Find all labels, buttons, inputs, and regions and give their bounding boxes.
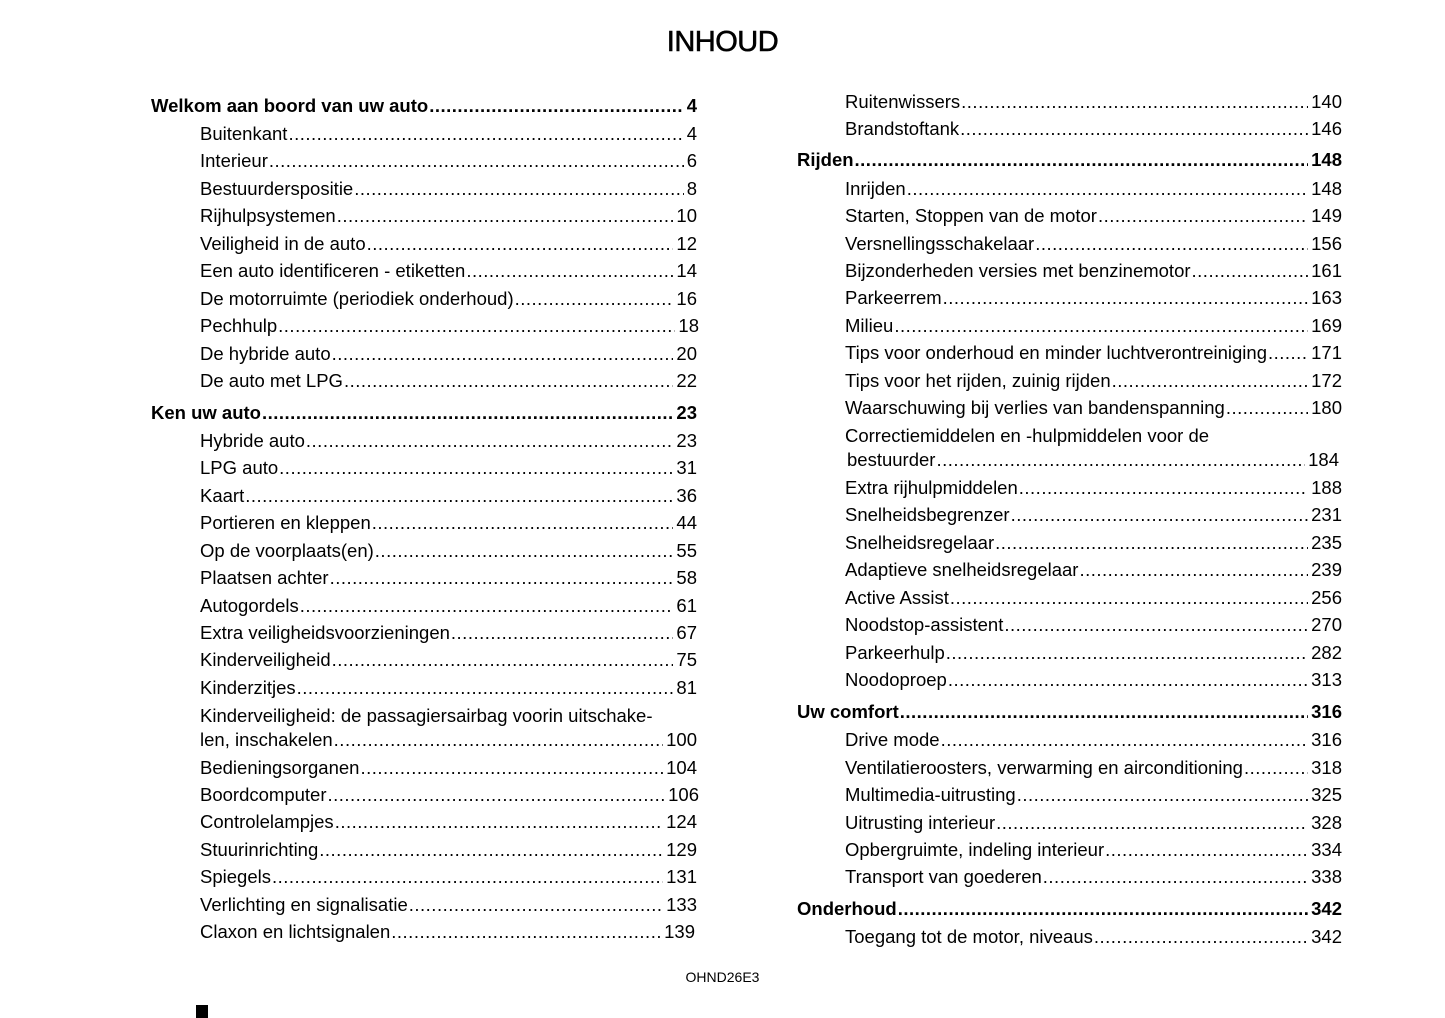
toc-entry-label: Snelheidsregelaar (845, 532, 995, 553)
dot-leader (335, 810, 663, 834)
toc-page-number: 106 (668, 784, 699, 805)
toc-entry[interactable] (845, 558, 1342, 582)
toc-page-number: 163 (1311, 287, 1342, 308)
toc-entry-label: Pechhulp (200, 315, 278, 336)
toc-page-number: 328 (1311, 812, 1342, 833)
toc-page-number: 146 (1311, 118, 1342, 139)
dot-leader (466, 259, 673, 283)
toc-entry-label: Waarschuwing bij verlies van bandenspanning (845, 397, 1225, 418)
dot-leader (898, 897, 1308, 921)
toc-entry[interactable] (845, 811, 1342, 835)
toc-entry[interactable] (200, 865, 697, 889)
dot-leader (1079, 558, 1308, 582)
toc-page-number: 188 (1311, 477, 1342, 498)
toc-entry-label: Portieren en kleppen (200, 512, 371, 533)
toc-page-number: 16 (676, 288, 697, 309)
toc-section-label: Ken uw auto (151, 402, 261, 423)
toc-page-number: 23 (676, 402, 697, 423)
toc-page-number: 316 (1311, 729, 1342, 750)
toc-page-number: 342 (1311, 898, 1342, 919)
toc-entry[interactable] (200, 287, 697, 311)
toc-entry[interactable] (845, 531, 1342, 555)
dot-leader (332, 648, 674, 672)
toc-page-number: 148 (1311, 178, 1342, 199)
toc-entry-label: Bedieningsorganen (200, 757, 360, 778)
toc-entry[interactable] (845, 756, 1342, 780)
toc-entry[interactable] (845, 865, 1342, 889)
toc-page-number: 61 (676, 595, 697, 616)
dot-leader (451, 621, 674, 645)
toc-entry-label: Milieu (845, 315, 894, 336)
dot-leader (372, 511, 674, 535)
toc-page-number: 10 (676, 205, 697, 226)
toc-entry-label: Verlichting en signalisatie (200, 894, 408, 915)
toc-section[interactable] (151, 94, 697, 118)
toc-entry[interactable] (200, 342, 697, 366)
toc-entry-label: Autogordels (200, 595, 299, 616)
toc-entry-label: Brandstoftank (845, 118, 960, 139)
toc-entry[interactable] (200, 920, 695, 944)
toc-entry-label: Claxon en lichtsignalen (200, 921, 391, 942)
toc-page-number: 36 (676, 485, 697, 506)
toc-entry-label: Veiligheid in de auto (200, 233, 366, 254)
toc-entry-label: Een auto identificeren - etiketten (200, 260, 466, 281)
toc-entry-label: Ruitenwissers (845, 91, 961, 112)
toc-entry-label: Plaatsen achter (200, 567, 329, 588)
dot-leader (1192, 259, 1309, 283)
dot-leader (332, 342, 674, 366)
toc-entry[interactable] (845, 369, 1342, 393)
toc-entry[interactable] (845, 641, 1342, 665)
toc-entry-label: Controlelampjes (200, 811, 334, 832)
toc-page-number: 169 (1311, 315, 1342, 336)
toc-entry-label: Multimedia-uitrusting (845, 784, 1016, 805)
page-marker (196, 1005, 208, 1018)
toc-entry-label: Opbergruimte, indeling interieur (845, 839, 1105, 860)
dot-leader (948, 668, 1308, 692)
dot-leader (269, 149, 684, 173)
toc-section-label: Uw comfort (797, 701, 899, 722)
toc-entry[interactable] (845, 783, 1342, 807)
page-title: INHOUD (666, 26, 779, 58)
dot-leader (946, 641, 1308, 665)
dot-leader (367, 232, 674, 256)
toc-entry[interactable] (845, 341, 1342, 365)
toc-page-number: 148 (1311, 149, 1342, 170)
toc-entry-label: Active Assist (845, 587, 949, 608)
toc-entry-label: Noodoproep (845, 669, 947, 690)
toc-page-number: 235 (1311, 532, 1342, 553)
dot-leader (1035, 232, 1308, 256)
toc-entry-label: Hybride auto (200, 430, 305, 451)
toc-entry-label: De auto met LPG (200, 370, 343, 391)
toc-entry[interactable] (845, 838, 1342, 862)
toc-entry-label: Bestuurderspositie (200, 178, 354, 199)
dot-leader (894, 314, 1308, 338)
dot-leader (1017, 783, 1308, 807)
toc-entry-label: Noodstop-assistent (845, 614, 1004, 635)
toc-entry-label: Spiegels (200, 866, 271, 887)
dot-leader (1011, 503, 1309, 527)
toc-entry-label: Kinderveiligheid (200, 649, 331, 670)
toc-page-number: 6 (686, 150, 697, 171)
toc-page-number: 318 (1311, 757, 1342, 778)
toc-entry[interactable] (845, 204, 1342, 228)
toc-section-label: Welkom aan boord van uw auto (151, 95, 429, 116)
toc-section[interactable] (151, 401, 697, 425)
toc-entry[interactable] (200, 838, 697, 862)
toc-page-number: 55 (676, 540, 697, 561)
toc-page-number: 20 (676, 343, 697, 364)
toc-page-number: 104 (666, 757, 697, 778)
dot-leader (1019, 476, 1308, 500)
toc-page-number: 161 (1311, 260, 1342, 281)
toc-page-number: 81 (676, 677, 697, 698)
toc-entry[interactable] (200, 259, 697, 283)
toc-page-number: 342 (1311, 926, 1342, 947)
dot-leader (319, 838, 663, 862)
toc-page-number: 133 (666, 894, 697, 915)
toc-entry[interactable] (200, 676, 697, 700)
toc-entry[interactable] (847, 448, 1339, 472)
toc-entry-label: Extra rijhulpmiddelen (845, 477, 1018, 498)
toc-section-label: Onderhoud (797, 898, 897, 919)
toc-entry[interactable] (200, 314, 699, 338)
toc-page-number: 338 (1311, 866, 1342, 887)
dot-leader (1043, 865, 1308, 889)
dot-leader (297, 676, 674, 700)
toc-entry[interactable] (845, 396, 1342, 420)
toc-page-number: 100 (666, 729, 697, 750)
toc-entry[interactable] (200, 429, 697, 453)
toc-entry-label: Rijhulpsystemen (200, 205, 336, 226)
toc-page-number: 124 (666, 811, 697, 832)
toc-page-number: 256 (1311, 587, 1342, 608)
dot-leader (288, 122, 683, 146)
toc-page-number: 180 (1311, 397, 1342, 418)
toc-entry-label: Toegang tot de motor, niveaus (845, 926, 1093, 947)
toc-entry-label: bestuurder (847, 449, 936, 470)
toc-page-number: 140 (1311, 91, 1342, 112)
toc-entry-label-line1[interactable]: Kinderveiligheid: de passagiersairbag voorin uitschake- (200, 705, 653, 726)
toc-entry[interactable] (200, 232, 697, 256)
toc-entry[interactable] (845, 314, 1342, 338)
dot-leader (1105, 838, 1308, 862)
toc-page-number: 156 (1311, 233, 1342, 254)
dot-leader (900, 700, 1308, 724)
toc-entry-label: Interieur (200, 150, 268, 171)
toc-page-number: 334 (1311, 839, 1342, 860)
dot-leader (941, 728, 1309, 752)
toc-entry-label: Stuurinrichting (200, 839, 319, 860)
dot-leader (360, 756, 663, 780)
dot-leader (515, 287, 674, 311)
toc-entry[interactable] (845, 613, 1342, 637)
dot-leader (995, 531, 1308, 555)
toc-entry[interactable] (845, 925, 1342, 949)
toc-page-number: 149 (1311, 205, 1342, 226)
toc-entry[interactable] (200, 484, 697, 508)
toc-page-number: 139 (664, 921, 695, 942)
toc-entry[interactable] (845, 503, 1342, 527)
dot-leader (1098, 204, 1308, 228)
toc-page-number: 4 (686, 123, 697, 144)
toc-entry[interactable] (845, 232, 1342, 256)
dot-leader (262, 401, 673, 425)
dot-leader (272, 865, 663, 889)
toc-entry-label: Starten, Stoppen van de motor (845, 205, 1097, 226)
dot-leader (996, 811, 1308, 835)
toc-entry[interactable] (200, 783, 699, 807)
toc-entry[interactable] (200, 594, 697, 618)
toc-entry[interactable] (200, 369, 697, 393)
toc-entry[interactable] (200, 893, 697, 917)
dot-leader (409, 893, 663, 917)
dot-leader (960, 117, 1308, 141)
toc-page-number: 4 (686, 95, 697, 116)
toc-entry[interactable] (200, 204, 697, 228)
toc-entry[interactable] (200, 621, 697, 645)
dot-leader (306, 429, 674, 453)
toc-entry-label: Bijzonderheden versies met benzinemotor (845, 260, 1191, 281)
toc-page-number: 316 (1311, 701, 1342, 722)
toc-entry-label: Boordcomputer (200, 784, 327, 805)
toc-entry-label: Buitenkant (200, 123, 288, 144)
toc-entry-label: Uitrusting interieur (845, 812, 996, 833)
toc-entry-label: Snelheidsbegrenzer (845, 504, 1010, 525)
toc-entry[interactable] (200, 566, 697, 590)
toc-page-number: 18 (678, 315, 699, 336)
toc-page-number: 31 (676, 457, 697, 478)
dot-leader (961, 90, 1308, 114)
dot-leader (1226, 396, 1308, 420)
toc-entry[interactable] (845, 117, 1342, 141)
toc-entry[interactable] (845, 476, 1342, 500)
toc-entry-label: Inrijden (845, 178, 906, 199)
toc-page-number: 12 (676, 233, 697, 254)
toc-entry-label: De motorruimte (periodiek onderhoud) (200, 288, 514, 309)
toc-entry-label: Tips voor het rijden, zuinig rijden (845, 370, 1111, 391)
toc-page-number: 14 (676, 260, 697, 281)
toc-entry[interactable] (200, 122, 697, 146)
toc-page-number: 22 (676, 370, 697, 391)
toc-entry[interactable] (200, 539, 697, 563)
toc-page-number: 75 (676, 649, 697, 670)
toc-section[interactable] (797, 897, 1342, 921)
toc-entry[interactable] (200, 756, 697, 780)
toc-page-number: 325 (1311, 784, 1342, 805)
toc-section-label: Rijden (797, 149, 854, 170)
dot-leader (1244, 756, 1308, 780)
dot-leader (1112, 369, 1308, 393)
toc-page-number: 171 (1311, 342, 1342, 363)
toc-entry-label: Versnellingsschakelaar (845, 233, 1035, 254)
toc-page-number: 131 (666, 866, 697, 887)
toc-page-number: 172 (1311, 370, 1342, 391)
toc-page-number: 184 (1308, 449, 1339, 470)
toc-page-number: 8 (686, 178, 697, 199)
toc-entry[interactable] (200, 511, 697, 535)
dot-leader (300, 594, 674, 618)
dot-leader (245, 484, 673, 508)
toc-entry-label: LPG auto (200, 457, 279, 478)
dot-leader (1004, 613, 1308, 637)
dot-leader (334, 728, 663, 752)
toc-entry-label: Kinderzitjes (200, 677, 296, 698)
toc-page-number: 58 (676, 567, 697, 588)
dot-leader (278, 314, 675, 338)
toc-section[interactable] (797, 700, 1342, 724)
dot-leader (429, 94, 684, 118)
dot-leader (950, 586, 1308, 610)
toc-entry-label: Ventilatieroosters, verwarming en airconditioning (845, 757, 1243, 778)
toc-page-number: 129 (666, 839, 697, 860)
toc-page-number: 231 (1311, 504, 1342, 525)
toc-page-number: 313 (1311, 669, 1342, 690)
toc-entry[interactable] (845, 286, 1342, 310)
toc-entry[interactable] (200, 456, 697, 480)
toc-entry[interactable] (845, 90, 1342, 114)
toc-entry[interactable] (845, 728, 1342, 752)
document-code: OHND26E3 (685, 969, 760, 985)
toc-entry-label: len, inschakelen (200, 729, 333, 750)
toc-entry-label: Op de voorplaats(en) (200, 540, 374, 561)
toc-entry[interactable] (200, 177, 697, 201)
toc-entry[interactable] (845, 668, 1342, 692)
toc-page-number: 282 (1311, 642, 1342, 663)
toc-entry-label: De hybride auto (200, 343, 331, 364)
dot-leader (375, 539, 674, 563)
toc-page-number: 23 (676, 430, 697, 451)
dot-leader (936, 448, 1305, 472)
toc-entry-label: Transport van goederen (845, 866, 1042, 887)
dot-leader (330, 566, 674, 590)
dot-leader (279, 456, 673, 480)
dot-leader (943, 286, 1308, 310)
toc-section[interactable] (797, 148, 1342, 172)
toc-entry-label-line1[interactable]: Correctiemiddelen en -hulpmiddelen voor de (845, 425, 1210, 446)
dot-leader (1268, 341, 1308, 365)
toc-entry-label: Adaptieve snelheidsregelaar (845, 559, 1079, 580)
toc-page-number: 270 (1311, 614, 1342, 635)
toc-entry-label: Extra veiligheidsvoorzieningen (200, 622, 450, 643)
dot-leader (1094, 925, 1308, 949)
toc-entry[interactable] (845, 259, 1342, 283)
dot-leader (354, 177, 683, 201)
toc-entry[interactable] (200, 648, 697, 672)
toc-entry[interactable] (200, 728, 697, 752)
toc-entry[interactable] (845, 177, 1342, 201)
dot-leader (855, 148, 1309, 172)
dot-leader (344, 369, 673, 393)
toc-entry[interactable] (845, 586, 1342, 610)
toc-entry[interactable] (200, 149, 697, 173)
toc-entry[interactable] (200, 810, 697, 834)
toc-entry-label: Parkeerhulp (845, 642, 945, 663)
toc-entry-label: Kaart (200, 485, 245, 506)
toc-page-number: 44 (676, 512, 697, 533)
dot-leader (327, 783, 665, 807)
dot-leader (907, 177, 1308, 201)
toc-entry-label: Tips voor onderhoud en minder luchtverontreiniging (845, 342, 1267, 363)
toc-entry-label: Drive mode (845, 729, 940, 750)
toc-page-number: 239 (1311, 559, 1342, 580)
toc-page-number: 67 (676, 622, 697, 643)
dot-leader (391, 920, 661, 944)
dot-leader (337, 204, 674, 228)
toc-entry-label: Parkeerrem (845, 287, 942, 308)
